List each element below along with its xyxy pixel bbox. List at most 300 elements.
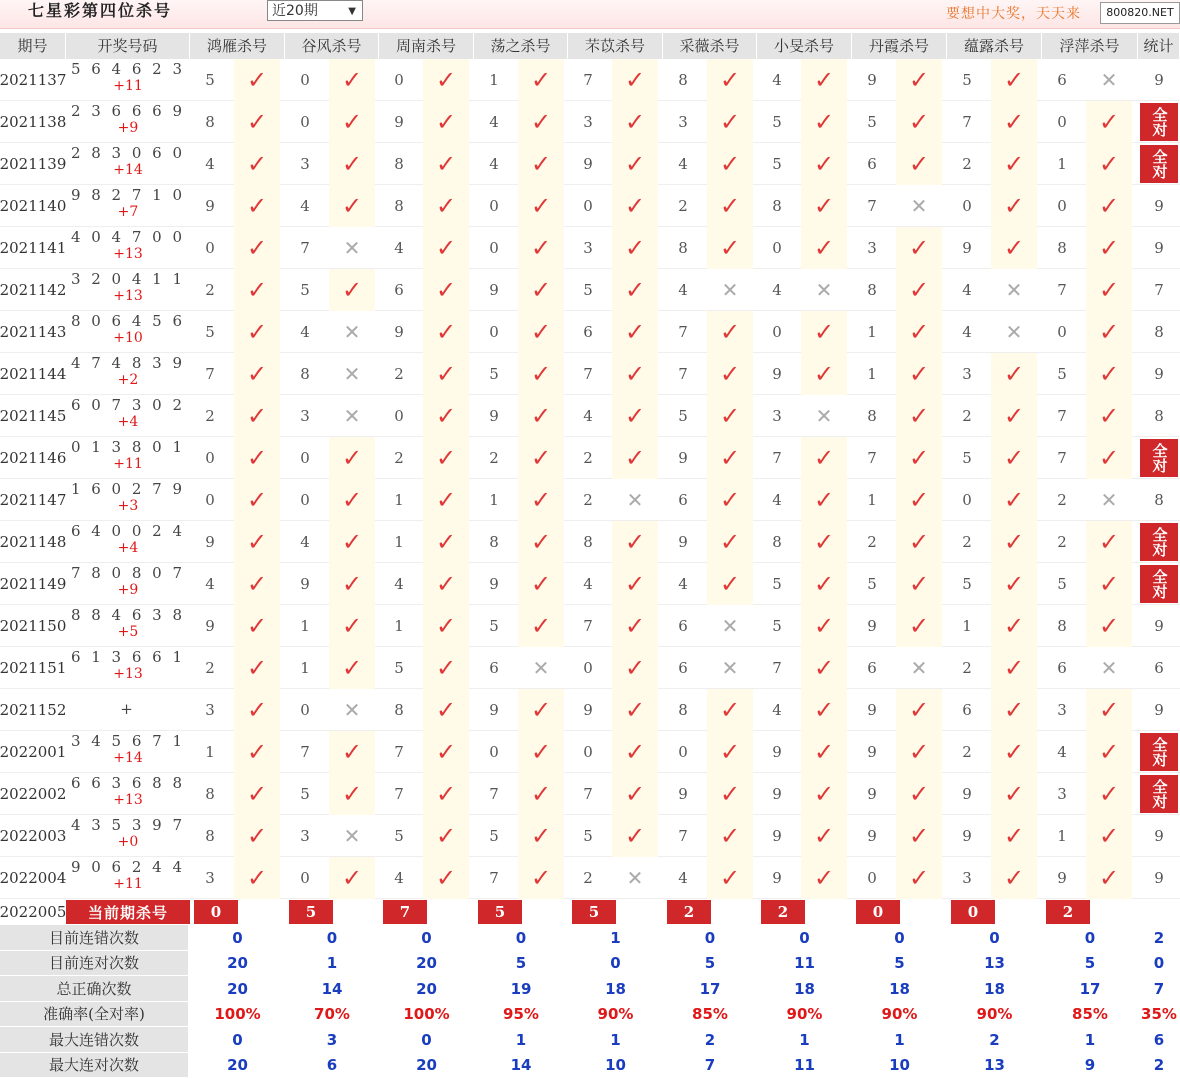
stat-value: 1 xyxy=(852,1027,947,1053)
check-icon: ✓ xyxy=(329,59,375,101)
kill-number: 0 xyxy=(190,227,230,269)
check-icon: ✓ xyxy=(423,731,469,773)
draw-sum: +14 xyxy=(66,750,190,767)
check-icon: ✓ xyxy=(896,815,942,857)
kill-number: 3 xyxy=(947,857,987,899)
kill-number: 2 xyxy=(379,437,419,479)
draw-numbers xyxy=(66,563,190,605)
check-icon: ✓ xyxy=(991,521,1037,563)
check-icon: ✓ xyxy=(801,353,847,395)
kill-number: 2 xyxy=(190,395,230,437)
kill-number: 2 xyxy=(947,647,987,689)
check-icon: ✓ xyxy=(518,773,564,815)
check-icon: ✓ xyxy=(518,521,564,563)
stat-value: 20 xyxy=(190,1053,285,1078)
column-header: 期号 xyxy=(0,33,66,59)
draw-sum: +4 xyxy=(66,414,190,431)
draw-numbers xyxy=(66,773,190,815)
kill-number: 1 xyxy=(1042,143,1082,185)
check-icon: ✓ xyxy=(234,521,280,563)
stat-value: 1 xyxy=(474,1027,568,1053)
all-correct-badge: 全对 xyxy=(1140,145,1178,183)
column-header: 开奖号码 xyxy=(66,33,190,59)
check-icon: ✓ xyxy=(518,101,564,143)
issue-number: 2021151 xyxy=(0,647,66,689)
stat-value: 0 xyxy=(285,925,379,951)
kill-number: 9 xyxy=(852,815,892,857)
stat-value: 10 xyxy=(852,1053,947,1078)
draw-sum: +5 xyxy=(66,624,190,641)
kill-number: 1 xyxy=(852,479,892,521)
kill-number: 5 xyxy=(379,815,419,857)
kill-number: 9 xyxy=(947,815,987,857)
stat-value: 14 xyxy=(285,976,379,1002)
stat-value: 7 xyxy=(663,1053,757,1078)
check-icon: ✓ xyxy=(1086,311,1132,353)
draw-sum: +13 xyxy=(66,246,190,263)
draw-sum: +11 xyxy=(66,456,190,473)
kill-number: 2 xyxy=(568,437,608,479)
check-icon: ✓ xyxy=(234,647,280,689)
stat-value: 90% xyxy=(947,1002,1042,1028)
kill-number: 4 xyxy=(568,563,608,605)
draw-numbers xyxy=(66,437,190,479)
stat-value: 100% xyxy=(190,1002,285,1028)
kill-number: 8 xyxy=(379,185,419,227)
row-stat: 9 xyxy=(1138,185,1180,227)
cross-icon: ✕ xyxy=(801,395,847,437)
kill-number: 2 xyxy=(947,731,987,773)
cross-icon: ✕ xyxy=(329,395,375,437)
kill-number: 8 xyxy=(379,689,419,731)
check-icon: ✓ xyxy=(707,479,753,521)
kill-number: 5 xyxy=(285,773,325,815)
draw-numbers xyxy=(66,101,190,143)
kill-number: 9 xyxy=(947,773,987,815)
draw-numbers xyxy=(66,227,190,269)
row-stat: 9 xyxy=(1138,857,1180,899)
kill-number: 9 xyxy=(947,227,987,269)
kill-number: 5 xyxy=(757,563,797,605)
stat-value: 0 xyxy=(663,925,757,951)
kill-number: 3 xyxy=(852,227,892,269)
check-icon: ✓ xyxy=(801,689,847,731)
cross-icon: ✕ xyxy=(329,227,375,269)
kill-number: 7 xyxy=(568,353,608,395)
check-icon: ✓ xyxy=(423,773,469,815)
check-icon: ✓ xyxy=(801,731,847,773)
check-icon: ✓ xyxy=(991,437,1037,479)
kill-number: 0 xyxy=(285,437,325,479)
kill-number: 5 xyxy=(379,647,419,689)
check-icon: ✓ xyxy=(896,731,942,773)
check-icon: ✓ xyxy=(234,227,280,269)
check-icon: ✓ xyxy=(707,815,753,857)
stat-value: 6 xyxy=(285,1053,379,1078)
kill-number: 1 xyxy=(947,605,987,647)
check-icon: ✓ xyxy=(896,857,942,899)
current-issue: 2022005 xyxy=(0,899,66,925)
check-icon: ✓ xyxy=(896,605,942,647)
issue-number: 2021142 xyxy=(0,269,66,311)
check-icon: ✓ xyxy=(423,437,469,479)
draw-digits: 9 8 2 7 1 0 xyxy=(66,187,190,204)
draw-sum: +9 xyxy=(66,120,190,137)
cross-icon: ✕ xyxy=(707,269,753,311)
stat-value: 17 xyxy=(663,976,757,1002)
current-kill-value: 5 xyxy=(572,900,616,924)
draw-digits: 4 0 4 7 0 0 xyxy=(66,229,190,246)
check-icon: ✓ xyxy=(518,857,564,899)
check-icon: ✓ xyxy=(801,311,847,353)
check-icon: ✓ xyxy=(518,437,564,479)
check-icon: ✓ xyxy=(801,479,847,521)
check-icon: ✓ xyxy=(423,647,469,689)
check-icon: ✓ xyxy=(612,647,658,689)
kill-number: 8 xyxy=(285,353,325,395)
check-icon: ✓ xyxy=(991,185,1037,227)
kill-number: 7 xyxy=(474,773,514,815)
kill-number: 5 xyxy=(947,437,987,479)
check-icon: ✓ xyxy=(423,563,469,605)
draw-numbers xyxy=(66,815,190,857)
kill-number: 1 xyxy=(379,479,419,521)
issue-number: 2022002 xyxy=(0,773,66,815)
check-icon: ✓ xyxy=(612,59,658,101)
check-icon: ✓ xyxy=(1086,227,1132,269)
kill-number: 0 xyxy=(852,857,892,899)
draw-sum: +13 xyxy=(66,792,190,809)
check-icon: ✓ xyxy=(707,185,753,227)
issue-number: 2021147 xyxy=(0,479,66,521)
check-icon: ✓ xyxy=(896,311,942,353)
stat-label: 最大连对次数 xyxy=(0,1053,188,1078)
draw-numbers xyxy=(66,143,190,185)
kill-number: 3 xyxy=(757,395,797,437)
kill-number: 2 xyxy=(190,647,230,689)
stat-value: 0 xyxy=(190,1027,285,1053)
check-icon: ✓ xyxy=(801,227,847,269)
stat-label: 总正确次数 xyxy=(0,976,188,1001)
kill-number: 3 xyxy=(1042,689,1082,731)
stat-value: 1 xyxy=(757,1027,852,1053)
kill-number: 7 xyxy=(757,437,797,479)
draw-numbers xyxy=(66,395,190,437)
check-icon: ✓ xyxy=(518,563,564,605)
issue-number: 2021146 xyxy=(0,437,66,479)
check-icon: ✓ xyxy=(423,395,469,437)
check-icon: ✓ xyxy=(801,815,847,857)
all-correct-badge: 全对 xyxy=(1140,103,1178,141)
draw-sum: +14 xyxy=(66,162,190,179)
kill-number: 9 xyxy=(474,689,514,731)
check-icon: ✓ xyxy=(518,689,564,731)
stat-value: 5 xyxy=(474,951,568,977)
issue-number: 2021141 xyxy=(0,227,66,269)
kill-number: 7 xyxy=(379,731,419,773)
kill-number: 1 xyxy=(285,605,325,647)
cross-icon: ✕ xyxy=(329,815,375,857)
kill-number: 4 xyxy=(757,479,797,521)
cross-icon: ✕ xyxy=(991,269,1037,311)
check-icon: ✓ xyxy=(1086,605,1132,647)
check-icon: ✓ xyxy=(801,563,847,605)
kill-number: 0 xyxy=(285,479,325,521)
kill-number: 5 xyxy=(757,605,797,647)
kill-number: 9 xyxy=(663,773,703,815)
draw-numbers xyxy=(66,689,190,731)
check-icon: ✓ xyxy=(423,857,469,899)
check-icon: ✓ xyxy=(801,647,847,689)
kill-number: 0 xyxy=(757,311,797,353)
stat-value: 1 xyxy=(1042,1027,1138,1053)
kill-number: 0 xyxy=(190,437,230,479)
kill-number: 6 xyxy=(379,269,419,311)
kill-number: 8 xyxy=(474,521,514,563)
kill-number: 4 xyxy=(757,689,797,731)
stat-value: 2 xyxy=(1138,925,1180,951)
stat-value: 18 xyxy=(757,976,852,1002)
stat-value: 10 xyxy=(568,1053,663,1078)
kill-number: 9 xyxy=(757,773,797,815)
kill-number: 8 xyxy=(852,269,892,311)
stat-value: 1 xyxy=(568,1027,663,1053)
check-icon: ✓ xyxy=(801,143,847,185)
issue-number: 2021139 xyxy=(0,143,66,185)
kill-number: 9 xyxy=(379,101,419,143)
kill-number: 0 xyxy=(568,731,608,773)
check-icon: ✓ xyxy=(329,647,375,689)
current-kill-value: 5 xyxy=(289,900,333,924)
kill-number: 2 xyxy=(852,521,892,563)
kill-number: 0 xyxy=(379,395,419,437)
column-header: 芣苡杀号 xyxy=(568,33,663,59)
check-icon: ✓ xyxy=(991,815,1037,857)
cross-icon: ✕ xyxy=(329,311,375,353)
kill-number: 2 xyxy=(947,521,987,563)
current-kill-value: 0 xyxy=(194,900,238,924)
kill-number: 7 xyxy=(568,59,608,101)
current-kill-value: 2 xyxy=(667,900,711,924)
kill-number: 9 xyxy=(852,773,892,815)
kill-number: 6 xyxy=(852,143,892,185)
stat-label: 最大连错次数 xyxy=(0,1027,188,1052)
current-kill-value: 5 xyxy=(478,900,522,924)
kill-number: 7 xyxy=(568,605,608,647)
kill-number: 5 xyxy=(852,101,892,143)
kill-number: 5 xyxy=(474,353,514,395)
page-title: 七星彩第四位杀号 xyxy=(28,0,172,24)
kill-number: 8 xyxy=(190,815,230,857)
check-icon: ✓ xyxy=(423,311,469,353)
kill-number: 9 xyxy=(757,857,797,899)
kill-number: 3 xyxy=(663,101,703,143)
row-stat: 9 xyxy=(1138,815,1180,857)
draw-numbers xyxy=(66,59,190,101)
kill-number: 8 xyxy=(663,59,703,101)
check-icon: ✓ xyxy=(518,311,564,353)
all-correct-badge: 全对 xyxy=(1140,775,1178,813)
kill-number: 8 xyxy=(1042,227,1082,269)
kill-number: 6 xyxy=(663,647,703,689)
kill-number: 0 xyxy=(947,479,987,521)
kill-number: 6 xyxy=(947,689,987,731)
kill-number: 3 xyxy=(568,101,608,143)
stat-value: 5 xyxy=(663,951,757,977)
draw-sum: +13 xyxy=(66,666,190,683)
kill-number: 7 xyxy=(379,773,419,815)
period-select[interactable] xyxy=(267,0,363,21)
check-icon: ✓ xyxy=(612,311,658,353)
check-icon: ✓ xyxy=(707,731,753,773)
stat-value: 3 xyxy=(285,1027,379,1053)
check-icon: ✓ xyxy=(707,311,753,353)
stat-value: 20 xyxy=(190,951,285,977)
draw-digits: 6 1 3 6 6 1 xyxy=(66,649,190,666)
stat-value: 2 xyxy=(947,1027,1042,1053)
check-icon: ✓ xyxy=(329,857,375,899)
check-icon: ✓ xyxy=(612,227,658,269)
issue-number: 2021137 xyxy=(0,59,66,101)
kill-number: 2 xyxy=(663,185,703,227)
check-icon: ✓ xyxy=(896,143,942,185)
kill-number: 0 xyxy=(285,101,325,143)
stat-value: 14 xyxy=(474,1053,568,1078)
kill-number: 3 xyxy=(190,689,230,731)
kill-number: 7 xyxy=(190,353,230,395)
check-icon: ✓ xyxy=(329,479,375,521)
check-icon: ✓ xyxy=(1086,395,1132,437)
kill-number: 7 xyxy=(285,227,325,269)
check-icon: ✓ xyxy=(518,353,564,395)
row-stat: 6 xyxy=(1138,647,1180,689)
kill-number: 0 xyxy=(285,59,325,101)
check-icon: ✓ xyxy=(423,269,469,311)
kill-number: 4 xyxy=(757,59,797,101)
check-icon: ✓ xyxy=(707,227,753,269)
check-icon: ✓ xyxy=(707,437,753,479)
kill-number: 1 xyxy=(474,59,514,101)
stat-value: 0 xyxy=(757,925,852,951)
stat-value: 18 xyxy=(852,976,947,1002)
column-header: 统计 xyxy=(1138,33,1180,59)
kill-number: 0 xyxy=(947,185,987,227)
kill-number: 7 xyxy=(663,815,703,857)
check-icon: ✓ xyxy=(423,815,469,857)
draw-digits: 6 4 0 0 2 4 xyxy=(66,523,190,540)
stat-value: 0 xyxy=(1138,951,1180,977)
kill-number: 0 xyxy=(1042,101,1082,143)
row-stat: 9 xyxy=(1138,605,1180,647)
kill-number: 5 xyxy=(474,605,514,647)
kill-number: 4 xyxy=(947,269,987,311)
check-icon: ✓ xyxy=(329,773,375,815)
check-icon: ✓ xyxy=(991,101,1037,143)
kill-number: 2 xyxy=(947,143,987,185)
check-icon: ✓ xyxy=(234,815,280,857)
stat-value: 1 xyxy=(285,951,379,977)
kill-number: 8 xyxy=(757,521,797,563)
issue-number: 2021140 xyxy=(0,185,66,227)
check-icon: ✓ xyxy=(801,59,847,101)
stat-value: 90% xyxy=(568,1002,663,1028)
row-stat: 8 xyxy=(1138,311,1180,353)
kill-number: 4 xyxy=(285,521,325,563)
check-icon: ✓ xyxy=(707,563,753,605)
draw-sum: +10 xyxy=(66,330,190,347)
check-icon: ✓ xyxy=(612,143,658,185)
draw-numbers xyxy=(66,647,190,689)
kill-number: 5 xyxy=(190,311,230,353)
stat-value: 20 xyxy=(379,1053,474,1078)
check-icon: ✓ xyxy=(991,563,1037,605)
check-icon: ✓ xyxy=(1086,815,1132,857)
stat-value: 20 xyxy=(190,976,285,1002)
stat-value: 18 xyxy=(947,976,1042,1002)
kill-number: 4 xyxy=(663,563,703,605)
kill-number: 8 xyxy=(190,101,230,143)
column-header: 蕴露杀号 xyxy=(947,33,1042,59)
dropdown-arrow-icon: ▼ xyxy=(348,1,356,22)
stat-value: 0 xyxy=(1042,925,1138,951)
draw-sum: +11 xyxy=(66,876,190,893)
stat-value: 70% xyxy=(285,1002,379,1028)
kill-number: 0 xyxy=(568,185,608,227)
kill-number: 7 xyxy=(852,185,892,227)
check-icon: ✓ xyxy=(234,605,280,647)
check-icon: ✓ xyxy=(329,143,375,185)
kill-number: 8 xyxy=(663,227,703,269)
kill-number: 5 xyxy=(285,269,325,311)
draw-digits: 6 6 3 6 8 8 xyxy=(66,775,190,792)
kill-number: 5 xyxy=(1042,563,1082,605)
check-icon: ✓ xyxy=(896,269,942,311)
current-kill-value: 0 xyxy=(951,900,995,924)
cross-icon: ✕ xyxy=(991,311,1037,353)
check-icon: ✓ xyxy=(1086,101,1132,143)
kill-number: 1 xyxy=(852,353,892,395)
cross-icon: ✕ xyxy=(707,605,753,647)
issue-number: 2021148 xyxy=(0,521,66,563)
draw-digits: 6 0 7 3 0 2 xyxy=(66,397,190,414)
check-icon: ✓ xyxy=(234,479,280,521)
draw-sum: +13 xyxy=(66,288,190,305)
check-icon: ✓ xyxy=(1086,143,1132,185)
kill-number: 9 xyxy=(757,353,797,395)
check-icon: ✓ xyxy=(896,479,942,521)
kill-number: 1 xyxy=(1042,815,1082,857)
kill-number: 9 xyxy=(568,143,608,185)
kill-number: 4 xyxy=(663,143,703,185)
kill-number: 5 xyxy=(947,563,987,605)
cross-icon: ✕ xyxy=(612,857,658,899)
check-icon: ✓ xyxy=(801,773,847,815)
check-icon: ✓ xyxy=(423,689,469,731)
check-icon: ✓ xyxy=(1086,353,1132,395)
kill-number: 9 xyxy=(852,731,892,773)
check-icon: ✓ xyxy=(896,227,942,269)
check-icon: ✓ xyxy=(423,185,469,227)
kill-number: 7 xyxy=(663,311,703,353)
current-kill-value: 0 xyxy=(856,900,900,924)
cross-icon: ✕ xyxy=(518,647,564,689)
kill-number: 9 xyxy=(663,521,703,563)
period-select-value: 近20期 xyxy=(272,3,318,19)
kill-number: 7 xyxy=(568,773,608,815)
draw-digits: 3 2 0 4 1 1 xyxy=(66,271,190,288)
site-watermark: 800820.NET xyxy=(1100,2,1180,24)
kill-number: 9 xyxy=(190,185,230,227)
